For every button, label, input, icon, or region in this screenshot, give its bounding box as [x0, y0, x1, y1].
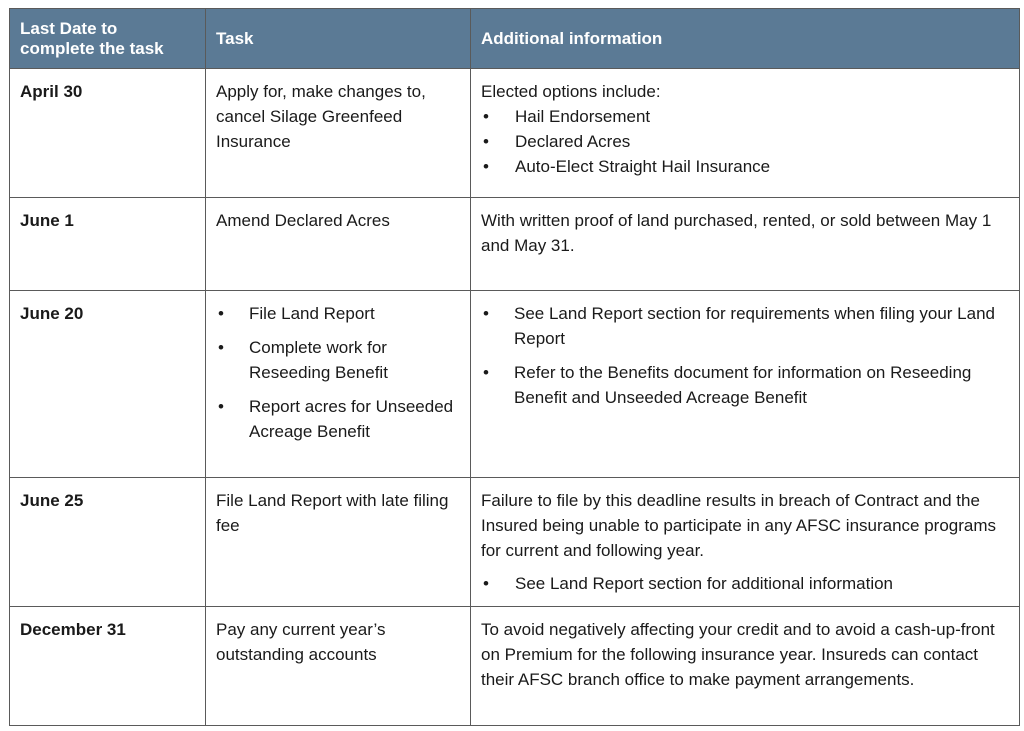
list-item: • Declared Acres	[481, 129, 1009, 154]
date-cell: June 25	[10, 478, 206, 607]
table-row	[10, 198, 1020, 291]
info-bullet-list	[481, 104, 1009, 179]
header-additional-info: Additional information	[471, 9, 1020, 69]
table-row	[10, 607, 1020, 726]
table-header-row	[10, 9, 1020, 69]
info-cell: To avoid negatively affecting your credit and to avoid a cash-up-front on Premium for the following insurance year. Insureds can contact their AFSC branch office to make payment arrangements.	[471, 607, 1020, 726]
header-task: Task	[206, 9, 471, 69]
info-bullet-list	[481, 301, 1009, 410]
info-cell: With written proof of land purchased, rented, or sold between May 1 and May 31.	[471, 198, 1020, 291]
date-cell: December 31	[10, 607, 206, 726]
task-cell: Pay any current year’s outstanding accounts	[206, 607, 471, 726]
list-item: • Hail Endorsement	[481, 104, 1009, 129]
list-item: • See Land Report section for requirements when filing your Land Report	[481, 301, 1009, 351]
date-cell: June 1	[10, 198, 206, 291]
list-item: • Report acres for Unseeded Acreage Benefit	[216, 394, 460, 444]
task-cell: File Land Report with late filing fee	[206, 478, 471, 607]
info-text: Failure to file by this deadline results in breach of Contract and the Insured being unable to participate in any AFSC insurance programs for current and following year.	[481, 491, 997, 560]
task-cell	[206, 291, 471, 478]
table-row	[10, 291, 1020, 478]
header-last-date: Last Date to complete the task	[10, 9, 206, 69]
deadlines-table	[9, 8, 1020, 726]
list-item: • Refer to the Benefits document for information on Reseeding Benefit and Unseeded Acreage Benefit	[481, 360, 1009, 410]
list-item: • Auto-Elect Straight Hail Insurance	[481, 154, 1009, 179]
info-intro: Elected options include:	[481, 82, 661, 101]
info-bullet-list	[481, 571, 1009, 596]
date-cell: April 30	[10, 69, 206, 198]
list-item: • File Land Report	[216, 301, 460, 326]
list-item: • Complete work for Reseeding Benefit	[216, 335, 460, 385]
date-cell: June 20	[10, 291, 206, 478]
task-cell: Apply for, make changes to, cancel Silage Greenfeed Insurance	[206, 69, 471, 198]
table-row	[10, 478, 1020, 607]
task-cell: Amend Declared Acres	[206, 198, 471, 291]
table-row	[10, 69, 1020, 198]
task-bullet-list	[216, 301, 460, 444]
info-cell	[471, 291, 1020, 478]
list-item: • See Land Report section for additional information	[481, 571, 1009, 596]
info-cell	[471, 478, 1020, 607]
info-cell	[471, 69, 1020, 198]
